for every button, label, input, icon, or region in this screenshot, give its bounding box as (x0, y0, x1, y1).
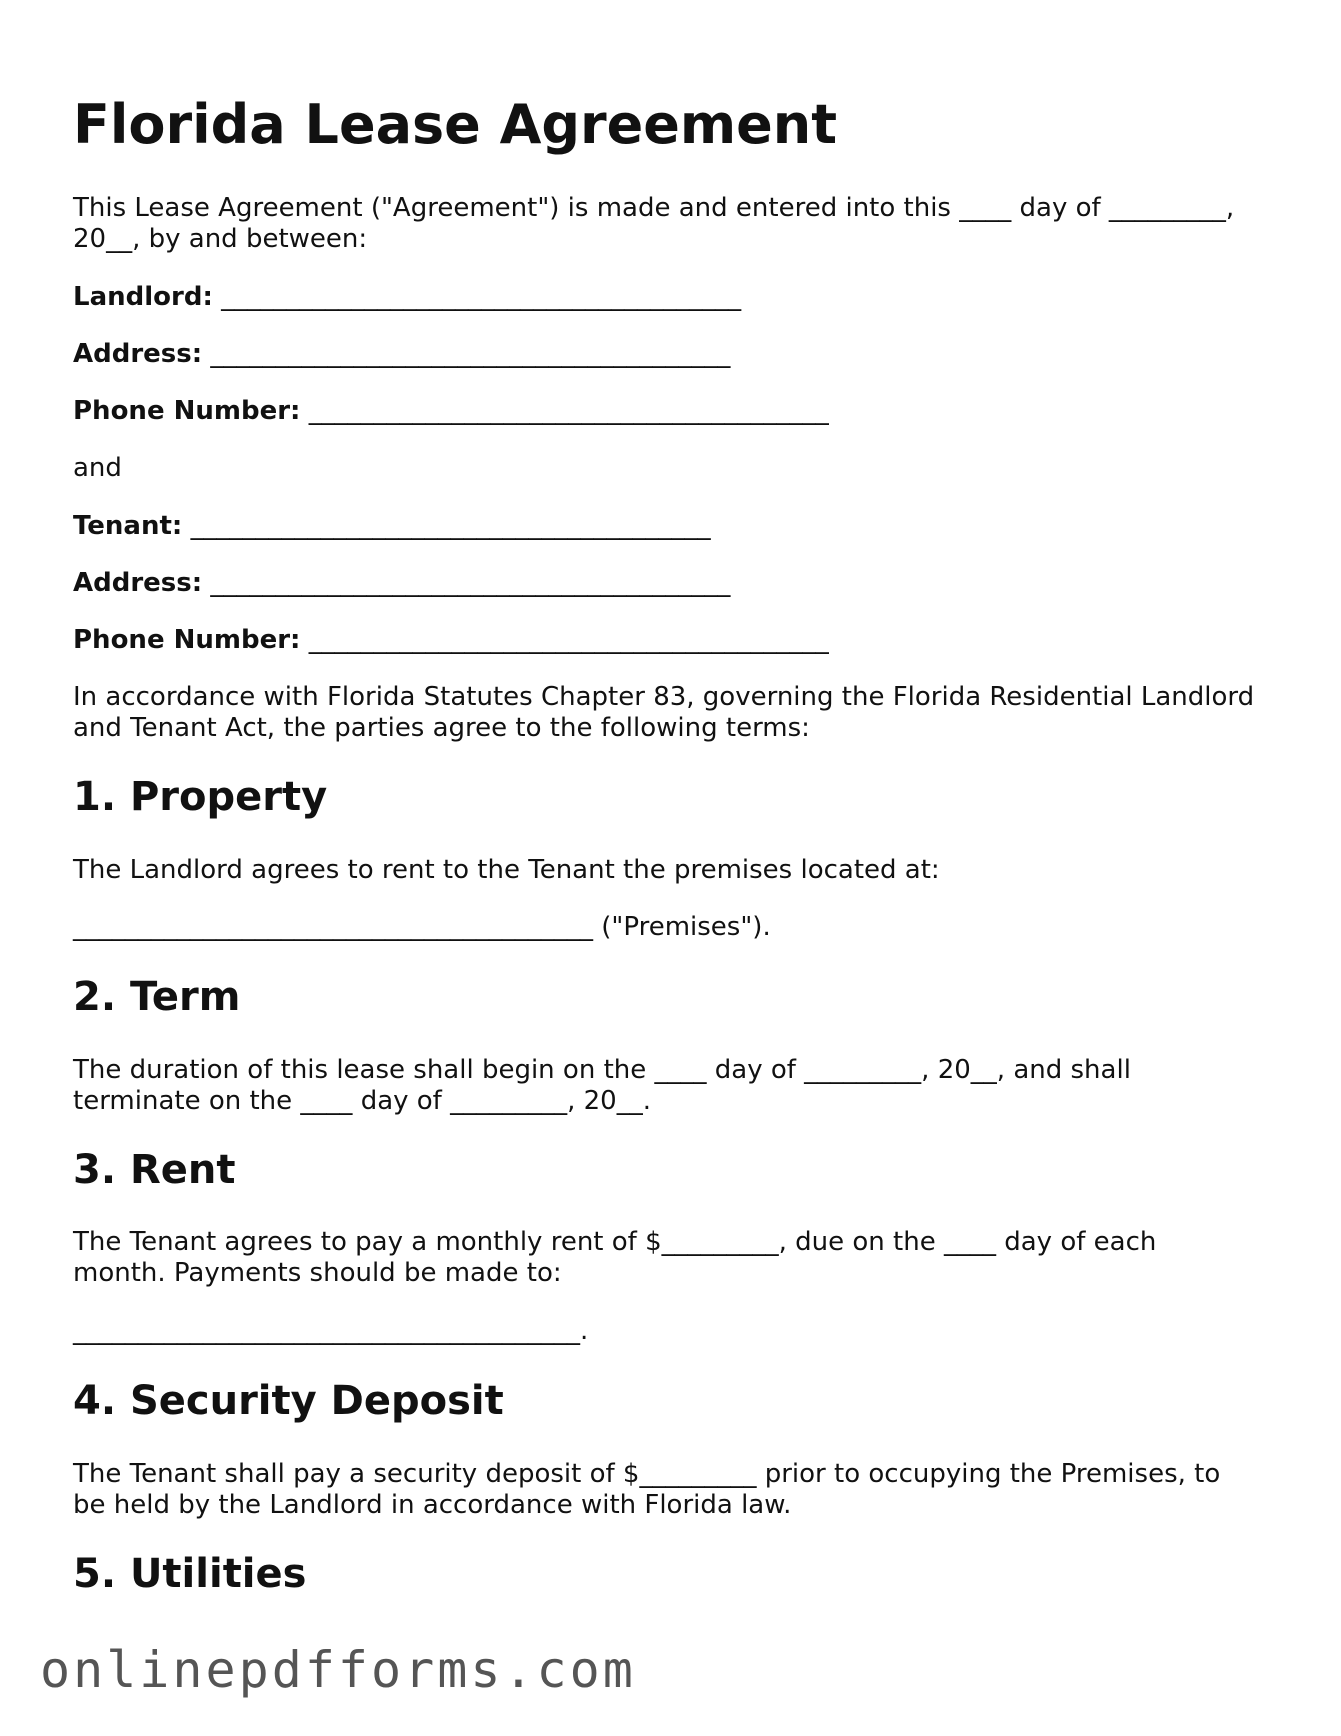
tenant-name-label: Tenant: (73, 511, 183, 541)
tenant-phone-blank: ________________________________________ (300, 625, 829, 655)
landlord-phone-label: Phone Number: (73, 396, 301, 426)
landlord-address-label: Address: (73, 339, 203, 369)
tenant-name-field (73, 510, 711, 542)
tenant-address-label: Address: (73, 568, 203, 598)
document-title: Florida Lease Agreement (73, 93, 838, 156)
accordance-text-line-2: and Tenant Act, the parties agree to the following terms: (73, 713, 810, 743)
section-heading-term: 2. Term (73, 974, 241, 1020)
landlord-name-blank: ________________________________________ (212, 282, 742, 312)
landlord-name-field (73, 281, 741, 313)
section-heading-security-deposit: 4. Security Deposit (73, 1378, 504, 1424)
intro-text-line-2: 20__, by and between: (73, 224, 368, 254)
accordance-text-line-1: In accordance with Florida Statutes Chapter 83, governing the Florida Residential Landlord (73, 682, 1255, 712)
landlord-phone-blank: ________________________________________ (300, 396, 829, 426)
rent-text-line-1: The Tenant agrees to pay a monthly rent of $_________, due on the ____ day of each (73, 1227, 1157, 1257)
property-text-line-2: ________________________________________ ("Premises"). (73, 912, 771, 942)
landlord-name-label: Landlord: (73, 282, 213, 312)
deposit-text-line-2: be held by the Landlord in accordance with Florida law. (73, 1490, 792, 1520)
deposit-text-line-1: The Tenant shall pay a security deposit of $_________ prior to occupying the Premises, to (73, 1459, 1221, 1489)
rent-text-line-3: _______________________________________. (73, 1316, 589, 1346)
landlord-phone-field (73, 395, 829, 427)
watermark-text: onlinepdfforms.com (40, 1641, 636, 1699)
tenant-phone-label: Phone Number: (73, 625, 301, 655)
tenant-name-blank: ________________________________________ (182, 511, 711, 541)
term-text-line-1: The duration of this lease shall begin on the ____ day of _________, 20__, and shall (73, 1055, 1131, 1085)
landlord-address-field (73, 338, 730, 370)
tenant-phone-field (73, 624, 829, 656)
section-heading-utilities: 5. Utilities (73, 1551, 307, 1597)
section-heading-property: 1. Property (73, 774, 328, 820)
and-text: and (73, 453, 122, 483)
tenant-address-blank: ________________________________________ (202, 568, 731, 598)
property-text-line-1: The Landlord agrees to rent to the Tenant the premises located at: (73, 855, 940, 885)
tenant-address-field (73, 567, 730, 599)
landlord-address-blank: ________________________________________ (202, 339, 731, 369)
term-text-line-2: terminate on the ____ day of _________, 20__. (73, 1086, 651, 1116)
section-heading-rent: 3. Rent (73, 1147, 236, 1193)
intro-text-line-1: This Lease Agreement ("Agreement") is made and entered into this ____ day of _________, (73, 193, 1235, 223)
rent-text-line-2: month. Payments should be made to: (73, 1258, 562, 1288)
